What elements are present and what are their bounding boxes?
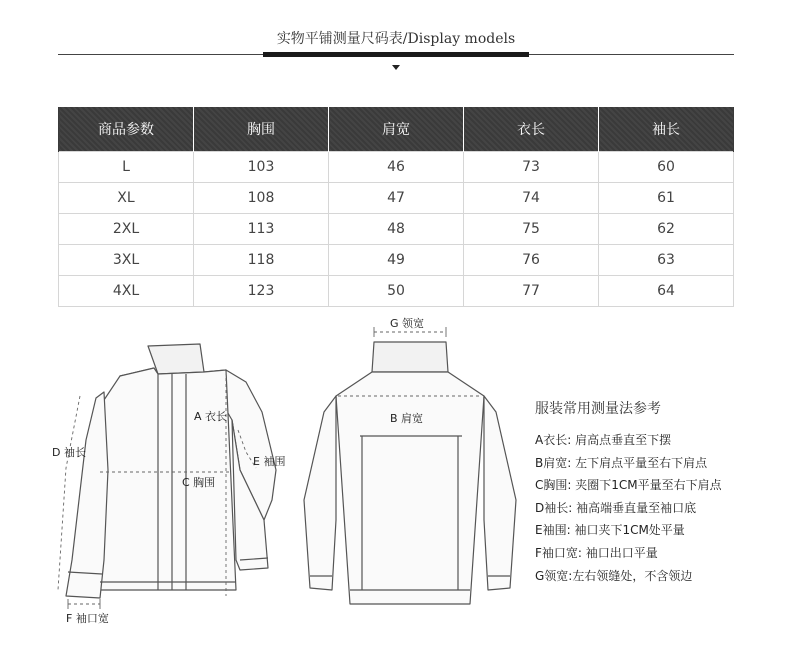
column-header: 肩宽 xyxy=(329,107,464,152)
table-cell: 77 xyxy=(464,276,599,307)
table-cell: 108 xyxy=(194,183,329,214)
guide-item: F袖口宽: 袖口出口平量 xyxy=(535,545,658,560)
table-cell: 49 xyxy=(329,245,464,276)
table-cell: 61 xyxy=(599,183,734,214)
table-cell: 74 xyxy=(464,183,599,214)
measurement-guide xyxy=(535,398,785,589)
label-e-sleeve-circumference: E 袖围 xyxy=(253,455,286,468)
column-header: 袖长 xyxy=(599,107,734,152)
label-d-sleeve-length: D 袖长 xyxy=(52,446,86,459)
table-cell: L xyxy=(59,152,194,183)
table-cell: 2XL xyxy=(59,214,194,245)
table-cell: 60 xyxy=(599,152,734,183)
table-cell: 103 xyxy=(194,152,329,183)
jacket-back-drawing xyxy=(304,342,516,604)
size-chart-title: 实物平铺测量尺码表/Display models xyxy=(276,31,516,47)
size-table-header-row xyxy=(59,107,734,152)
table-cell: 62 xyxy=(599,214,734,245)
guide-item: B肩宽: 左下肩点平量至右下肩点 xyxy=(535,455,708,470)
title-underline-bar xyxy=(263,52,529,57)
label-b-shoulder-width: B 肩宽 xyxy=(390,412,424,425)
guide-item: E袖围: 袖口夹下1CM处平量 xyxy=(535,523,685,538)
table-cell: 46 xyxy=(329,152,464,183)
label-c-chest: C 胸围 xyxy=(182,476,216,489)
label-a-length: A 衣长 xyxy=(194,410,228,423)
table-cell: 64 xyxy=(599,276,734,307)
table-cell: 118 xyxy=(194,245,329,276)
table-row xyxy=(59,276,734,307)
size-table xyxy=(58,107,734,307)
label-g-collar-width: G 领宽 xyxy=(390,317,425,330)
table-cell: 48 xyxy=(329,214,464,245)
size-chart-header xyxy=(58,24,734,64)
table-cell: 63 xyxy=(599,245,734,276)
table-row xyxy=(59,183,734,214)
table-cell: 4XL xyxy=(59,276,194,307)
table-cell: 113 xyxy=(194,214,329,245)
table-cell: 73 xyxy=(464,152,599,183)
column-header: 胸围 xyxy=(194,107,329,152)
guide-item: A衣长: 肩高点垂直至下摆 xyxy=(535,433,672,447)
table-cell: 75 xyxy=(464,214,599,245)
table-row xyxy=(59,245,734,276)
table-row xyxy=(59,152,734,183)
table-cell: 3XL xyxy=(59,245,194,276)
down-arrow-icon xyxy=(392,65,400,70)
table-row xyxy=(59,214,734,245)
column-header: 商品参数 xyxy=(59,107,194,152)
label-f-cuff-width: F 袖口宽 xyxy=(66,612,109,625)
guide-item: D袖长: 袖高端垂直量至袖口底 xyxy=(535,500,697,515)
guide-item: G领宽:左右领缝处，不含领边 xyxy=(535,568,693,583)
column-header: 衣长 xyxy=(464,107,599,152)
guide-title: 服装常用测量法参考 xyxy=(535,401,661,417)
table-cell: 123 xyxy=(194,276,329,307)
table-cell: XL xyxy=(59,183,194,214)
table-cell: 50 xyxy=(329,276,464,307)
guide-item: C胸围: 夹圈下1CM平量至右下肩点 xyxy=(535,478,722,493)
table-cell: 76 xyxy=(464,245,599,276)
table-cell: 47 xyxy=(329,183,464,214)
jacket-front-drawing xyxy=(66,344,276,598)
